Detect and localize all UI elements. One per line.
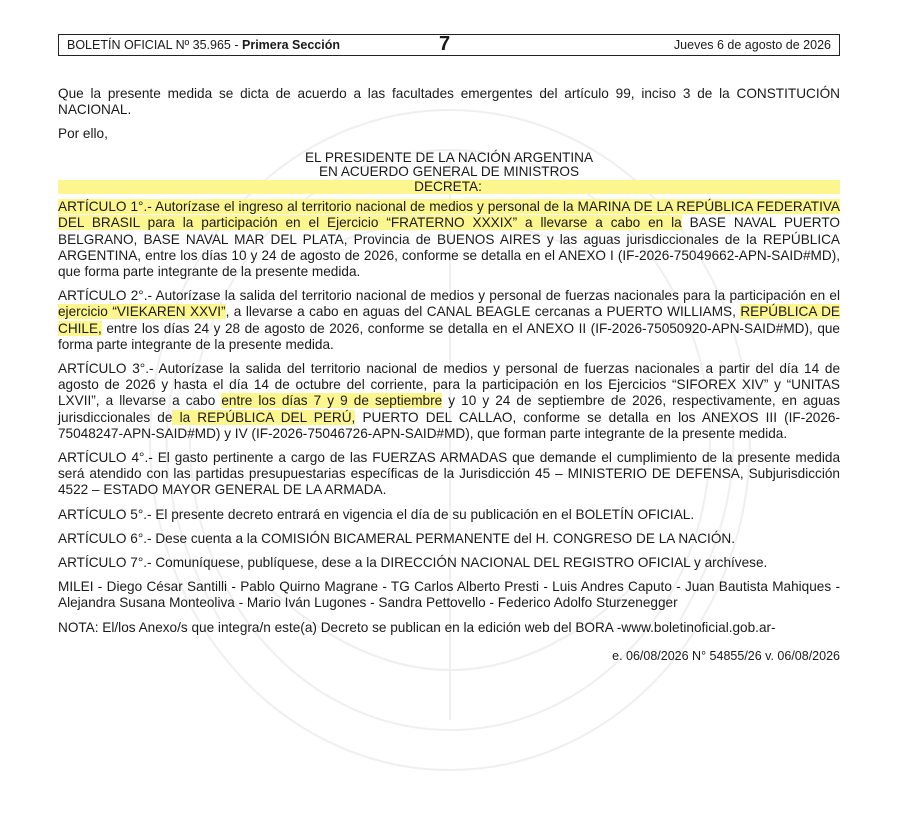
decree-heading (58, 151, 840, 195)
article-3-text-2: y 10 y 24 de septiembre de 2026, respectivamente, en aguas jurisdiccionales de (58, 393, 841, 425)
article-2-text-2: , a llevarse a cabo en aguas del CANAL BEAGLE cercanas a PUERTO WILLIAMS, (225, 304, 741, 320)
article-3-text-1: ARTÍCULO 3°.- Autorízase la salida del territorio nacional de medios y personal de fuerzas nacionales a partir del día 14 de agosto de 2026 y hasta el día 14 de octubre del corriente, para la participación en los Ejercicios “SIFOREX XIV” y “UNITAS LXVII”, a llevarse a cabo (58, 360, 840, 409)
article-3 (58, 361, 840, 442)
article-6: ARTÍCULO 6°.- Dese cuenta a la COMISIÓN BICAMERAL PERMANENTE del H. CONGRESO DE LA NACIÓN. (58, 530, 735, 546)
signatures: MILEI - Diego César Santilli - Pablo Quirno Magrane - TG Carlos Alberto Presti - Luis Andres Caputo - Juan Bautista Mahiques - Alejandra Susana Monteoliva - Mario Iván Lugones - Sandra Pettovello - Federico Adolfo Sturzenegger (58, 579, 840, 611)
article-4: ARTÍCULO 4°.- El gasto pertinente a cargo de las FUERZAS ARMADAS que demande el cumplimiento de la presente medida será atendido con las partidas presupuestarias específicas de la Jurisdicción 45 – MINISTERIO DE DEFENSA, Subjurisdicción 4522 – ESTADO MAYOR GENERAL DE LA ARMADA. (58, 449, 840, 498)
decree-heading-line3: DECRETA: (58, 180, 840, 195)
article-7: ARTÍCULO 7°.- Comuníquese, publíquese, dese a la DIRECCIÓN NACIONAL DEL REGISTRO OFICIAL y archívese. (58, 554, 768, 570)
article-2 (58, 288, 840, 353)
intro-paragraph: Que la presente medida se dicta de acuerdo a las facultades emergentes del artículo 99, inciso 3 de la CONSTITUCIÓN NACIONAL. (58, 86, 840, 118)
article-2-highlight-1: ejercicio “VIEKAREN XXVI” (58, 304, 226, 320)
publication-date: Jueves 6 de agosto de 2026 (673, 38, 831, 52)
article-2-text-3: entre los días 24 y 28 de agosto de 2026, conforme se detalla en el ANEXO II (IF-2026-75050920-APN-SAID#MD), que forma parte integrante de la presente medida. (58, 320, 840, 352)
nota: NOTA: El/los Anexo/s que integra/n este(a) Decreto se publican en la edición web del BORA -www.boletinoficial.gob.ar- (58, 619, 776, 635)
document-body (58, 86, 840, 664)
decree-heading-line2: EN ACUERDO GENERAL DE MINISTROS (318, 164, 580, 180)
article-3-highlight-1: entre los días 7 y 9 de septiembre (221, 393, 443, 409)
article-3-text-3: PUERTO DEL CALLAO, conforme se detalla en los ANEXOS III (IF-2026-75048247-APN-SAID#MD) y IV (IF-2026-75046726-APN-SAID#MD), que forman parte integrante de la presente medida. (58, 409, 841, 441)
article-2-highlight-2: REPÚBLICA DE CHILE, (58, 304, 840, 336)
section-name: Primera Sección (242, 38, 340, 52)
por-ello: Por ello, (58, 126, 108, 142)
publication-number: BOLETÍN OFICIAL Nº 35.965 (67, 38, 231, 52)
page-number: 7 (439, 33, 451, 55)
article-1-text: BASE NAVAL PUERTO BELGRANO, BASE NAVAL MAR DEL PLATA, Provincia de BUENOS AIRES y las aguas jurisdiccionales de la REPÚBLICA ARGENTINA, entre los días 10 y 24 de agosto de 2026, conforme se detalla en el ANEXO I (IF-2026-75049662-APN-SAID#MD), que forma parte integrante de la presente medida. (58, 215, 840, 279)
decree-heading-line1: EL PRESIDENTE DE LA NACIÓN ARGENTINA (304, 149, 594, 165)
article-2-text-1: ARTÍCULO 2°.- Autorízase la salida del territorio nacional de medios y personal de fuerzas nacionales para la participación en el (58, 288, 840, 304)
article-1-highlight: ARTÍCULO 1°.- Autorízase el ingreso al territorio nacional de medios y personal de la MARINA DE LA REPÚBLICA FEDERATIVA DEL BRASIL para la participación en el Ejercicio “FRATERNO XXXIX” a llevarse a cabo en la (58, 199, 840, 231)
article-3-highlight-2: la REPÚBLICA DEL PERÚ, (172, 409, 356, 425)
article-5: ARTÍCULO 5°.- El presente decreto entrará en vigencia el día de su publicación en el BOLETÍN OFICIAL. (58, 506, 695, 522)
publication-reference: e. 06/08/2026 N° 54855/26 v. 06/08/2026 (612, 648, 840, 663)
page-header (58, 34, 840, 56)
article-1 (58, 199, 840, 280)
header-publication (67, 35, 340, 55)
header-separator: - (230, 38, 242, 52)
